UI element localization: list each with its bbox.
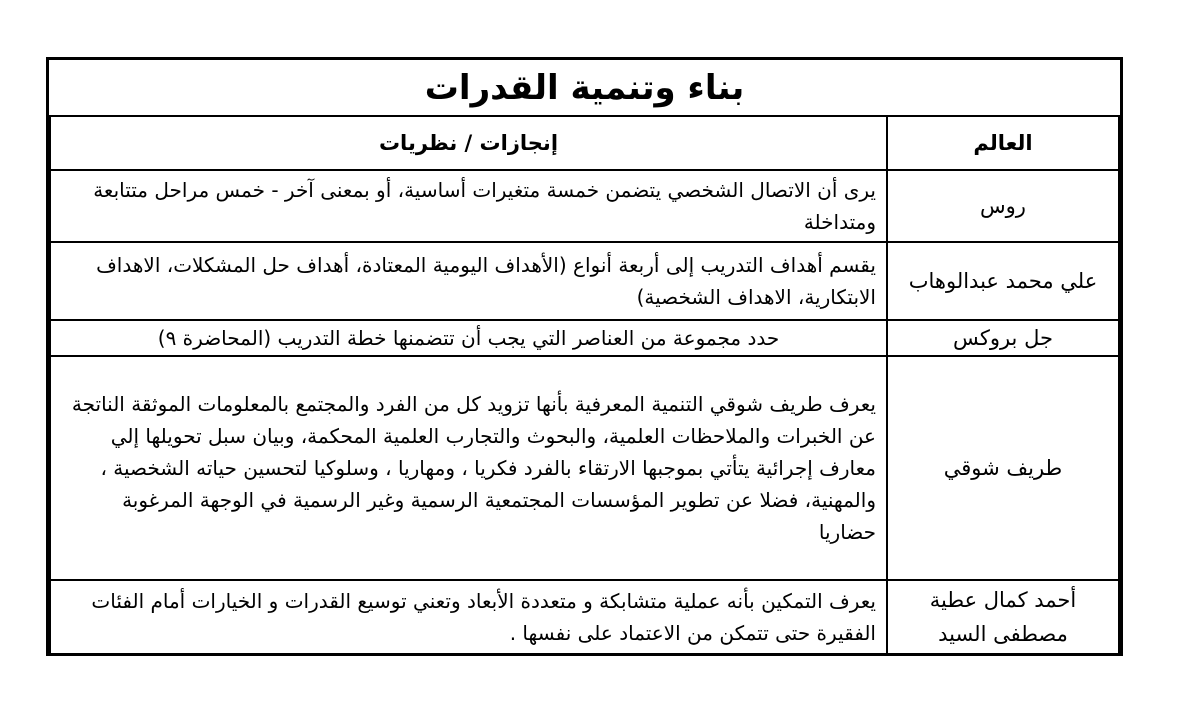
achievement-text: حدد مجموعة من العناصر التي يجب أن تتضمنها خطة التدريب (المحاضرة ٩) — [50, 320, 887, 356]
document-title: بناء وتنمية القدرات — [50, 60, 1119, 116]
achievement-text: يرى أن الاتصال الشخصي يتضمن خمسة متغيرات أساسية، أو بمعنى آخر - خمس مراحل متتابعة ومتداخلة — [50, 170, 887, 242]
scientist-name: طريف شوقي — [887, 356, 1119, 580]
table-row — [50, 580, 1119, 653]
scientist-name: علي محمد عبدالوهاب — [887, 242, 1119, 320]
achievement-text: يقسم أهداف التدريب إلى أربعة أنواع (الأهداف اليومية المعتادة، أهداف حل المشكلات، الاهداف الابتكارية، الاهداف الشخصية) — [50, 242, 887, 320]
achievement-text: يعرف التمكين بأنه عملية متشابكة و متعددة الأبعاد وتعني توسيع القدرات و الخيارات أمام الفئات الفقيرة حتى تتمكن من الاعتماد على نفسها . — [50, 580, 887, 653]
table-row — [50, 320, 1119, 356]
title-row — [50, 60, 1119, 116]
scientist-name: جل بروكس — [887, 320, 1119, 356]
table-row — [50, 170, 1119, 242]
header-achievements: إنجازات / نظريات — [50, 116, 887, 170]
achievement-text: يعرف طريف شوقي التنمية المعرفية بأنها تزويد كل من الفرد والمجتمع بالمعلومات الموثقة الناتجة عن الخبرات والملاحظات العلمية، والبحوث والتجارب العلمية المحكمة، وبيان سبل تحويلها إلي معارف إجرائية يتأتي بموجبها الارتقاء بالفرد فكريا ، ومهاريا ، وسلوكيا لتحسين حياته الشخصية ، والمهنية، فضلا عن تطوير المؤسسات المجتمعية الرسمية وغير الرسمية في الوجهة المرغوبة حضاريا — [50, 356, 887, 580]
header-row — [50, 116, 1119, 170]
capacity-building-table-frame — [46, 57, 1123, 656]
table-row — [50, 356, 1119, 580]
scientist-name: روس — [887, 170, 1119, 242]
scientist-name: أحمد كمال عطية مصطفى السيد — [887, 580, 1119, 653]
table-row — [50, 242, 1119, 320]
header-scientist: العالم — [887, 116, 1119, 170]
capacity-building-table — [49, 60, 1120, 653]
